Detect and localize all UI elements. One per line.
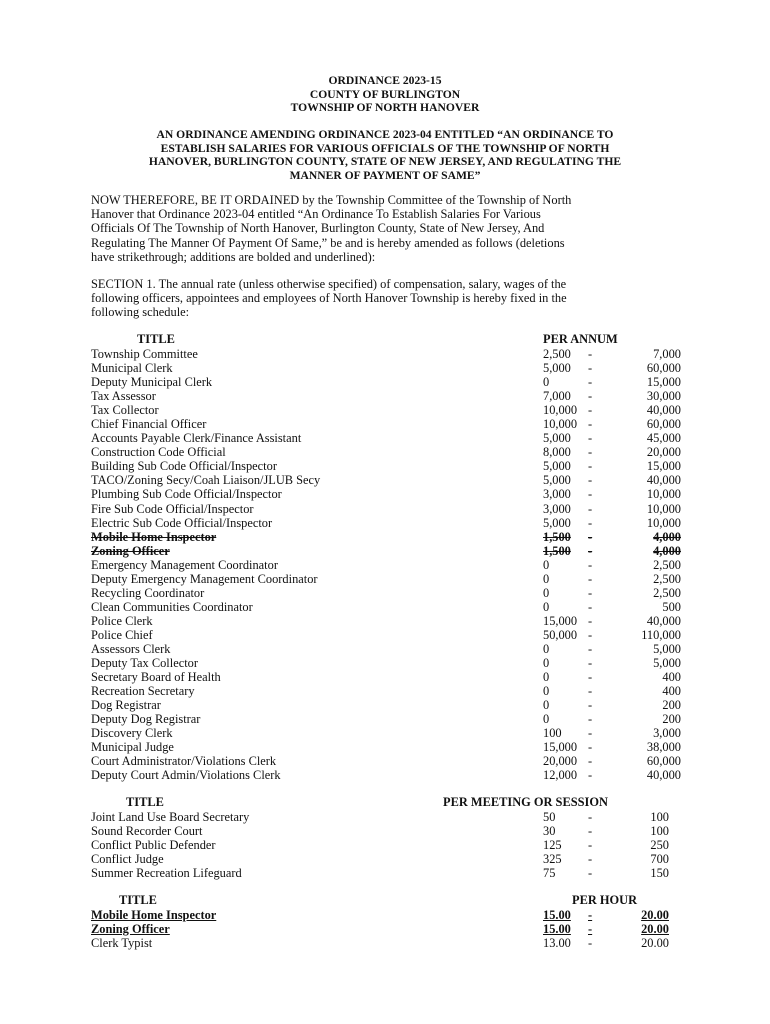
row-title: Township Committee	[91, 347, 198, 361]
row-high-value: 38,000	[646, 740, 681, 755]
township-name: TOWNSHIP OF NORTH HANOVER	[290, 101, 480, 114]
row-low-value: 5,000	[543, 515, 571, 530]
row-title: Municipal Clerk	[91, 361, 173, 376]
row-low-value: 3,000	[543, 501, 571, 516]
row-high-value: 40,000	[646, 768, 681, 783]
section1-line: following officers, appointees and employees of North Hanover Township is hereby fixed in the	[91, 291, 567, 306]
subtitle-line: ESTABLISH SALARIES FOR VARIOUS OFFICIALS OF THE TOWNSHIP OF NORTH	[160, 141, 610, 155]
row-title: TACO/Zoning Secy/Coah Liaison/JLUB Secy	[91, 473, 321, 488]
subtitle-line: MANNER OF PAYMENT OF SAME”	[289, 168, 481, 182]
row-dash: -	[588, 922, 593, 937]
row-dash: -	[588, 712, 593, 727]
row-high-value: 40,000	[646, 403, 681, 418]
row-title: Clean Communities Coordinator	[91, 599, 253, 614]
row-dash: -	[588, 543, 593, 558]
row-high-value: 30,000	[646, 389, 681, 404]
subtitle-line: AN ORDINANCE AMENDING ORDINANCE 2023-04 ENTITLED “AN ORDINANCE TO	[156, 128, 614, 141]
row-dash: -	[588, 866, 593, 881]
row-title: Clerk Typist	[91, 936, 153, 951]
row-high-value: 60,000	[646, 754, 681, 769]
table-row	[91, 473, 681, 487]
row-dash: -	[588, 824, 593, 839]
per-hour-header	[91, 893, 681, 908]
row-dash: -	[588, 445, 593, 460]
row-high-value: 400	[662, 670, 681, 685]
table-row	[91, 852, 681, 866]
row-title: Court Administrator/Violations Clerk	[91, 754, 277, 769]
row-dash: -	[588, 389, 593, 404]
table-row	[91, 838, 681, 852]
title-column-header: TITLE	[119, 893, 157, 907]
table-row	[91, 670, 681, 684]
row-high-value: 10,000	[646, 501, 681, 516]
section1-line: following schedule:	[91, 305, 190, 320]
per-hour-table	[91, 893, 681, 950]
row-title: Fire Sub Code Official/Inspector	[91, 501, 254, 516]
table-row	[91, 417, 681, 431]
row-high-value: 250	[650, 838, 669, 853]
row-low-value: 2,500	[543, 347, 571, 361]
row-dash: -	[588, 627, 593, 642]
table-row	[91, 361, 681, 375]
row-dash: -	[588, 852, 593, 867]
row-low-value: 0	[543, 571, 550, 586]
table-row	[91, 726, 681, 740]
table-row	[91, 544, 681, 558]
row-title: Conflict Public Defender	[91, 838, 216, 853]
table-row	[91, 586, 681, 600]
row-title: Conflict Judge	[91, 852, 164, 867]
row-title: Plumbing Sub Code Official/Inspector	[91, 487, 282, 502]
per-meeting-rows	[91, 810, 681, 880]
row-low-value: 3,000	[543, 487, 571, 502]
row-low-value: 5,000	[543, 473, 571, 488]
row-dash: -	[588, 908, 593, 922]
row-dash: -	[588, 347, 593, 361]
row-title: Accounts Payable Clerk/Finance Assistant	[91, 431, 302, 446]
per-annum-rows	[91, 347, 681, 782]
row-low-value: 50	[543, 810, 556, 824]
row-dash: -	[588, 768, 593, 783]
table-row	[91, 389, 681, 403]
row-dash: -	[588, 613, 593, 628]
row-high-value: 100	[650, 810, 669, 824]
table-row	[91, 516, 681, 530]
row-low-value: 8,000	[543, 445, 571, 460]
row-dash: -	[588, 459, 593, 474]
row-dash: -	[588, 838, 593, 853]
row-dash: -	[588, 599, 593, 614]
row-high-value: 5,000	[653, 641, 681, 656]
row-dash: -	[588, 585, 593, 600]
row-high-value: 400	[662, 684, 681, 699]
per-annum-header	[91, 332, 681, 347]
table-row	[91, 698, 681, 712]
row-high-value: 40,000	[646, 473, 681, 488]
row-title: Police Chief	[91, 627, 153, 642]
table-row	[91, 431, 681, 445]
row-low-value: 0	[543, 656, 550, 671]
row-high-value: 2,500	[653, 571, 681, 586]
row-title: Deputy Tax Collector	[91, 656, 198, 671]
row-title: Electric Sub Code Official/Inspector	[91, 515, 273, 530]
row-title: Construction Code Official	[91, 445, 226, 460]
table-row	[91, 740, 681, 754]
county-name: COUNTY OF BURLINGTON	[309, 87, 461, 101]
row-high-value: 10,000	[646, 487, 681, 502]
table-row	[91, 936, 681, 950]
row-title: Deputy Dog Registrar	[91, 712, 201, 727]
row-high-value: 40,000	[646, 613, 681, 628]
row-high-value: 4,000	[653, 543, 681, 558]
row-high-value: 15,000	[646, 459, 681, 474]
row-title: Deputy Emergency Management Coordinator	[91, 571, 318, 586]
table-row	[91, 642, 681, 656]
per-meeting-table	[91, 795, 681, 880]
row-dash: -	[588, 375, 593, 390]
row-title: Recreation Secretary	[91, 684, 195, 699]
row-low-value: 0	[543, 670, 550, 685]
row-low-value: 15,000	[543, 613, 578, 628]
row-dash: -	[588, 431, 593, 446]
title-column-header: TITLE	[137, 332, 175, 346]
table-row	[91, 908, 681, 922]
row-dash: -	[588, 501, 593, 516]
row-title: Deputy Court Admin/Violations Clerk	[91, 768, 281, 783]
row-title: Secretary Board of Health	[91, 670, 221, 685]
row-high-value: 100	[650, 824, 669, 839]
intro-paragraph	[91, 193, 691, 264]
row-title: Zoning Officer	[91, 543, 170, 558]
table-row	[91, 347, 681, 361]
table-row	[91, 600, 681, 614]
table-row	[91, 712, 681, 726]
row-low-value: 13.00	[543, 936, 571, 951]
per-annum-column-header: PER ANNUM	[543, 332, 618, 346]
section1-paragraph	[91, 277, 691, 320]
row-low-value: 5,000	[543, 361, 571, 376]
per-meeting-column-header: PER MEETING OR SESSION	[443, 795, 608, 809]
row-low-value: 50,000	[543, 627, 578, 642]
row-dash: -	[588, 473, 593, 488]
table-row	[91, 656, 681, 670]
ordinance-subtitle	[0, 128, 770, 182]
row-dash: -	[588, 641, 593, 656]
row-high-value: 20,000	[646, 445, 681, 460]
table-row	[91, 445, 681, 459]
row-dash: -	[588, 810, 593, 824]
row-dash: -	[588, 417, 593, 432]
ordinance-number: ORDINANCE 2023-15	[328, 74, 442, 87]
table-row	[91, 810, 681, 824]
row-dash: -	[588, 936, 593, 951]
row-dash: -	[588, 670, 593, 685]
table-row	[91, 684, 681, 698]
row-dash: -	[588, 754, 593, 769]
row-high-value: 20.00	[641, 936, 669, 951]
row-title: Deputy Municipal Clerk	[91, 375, 213, 390]
row-dash: -	[588, 557, 593, 572]
row-title: Building Sub Code Official/Inspector	[91, 459, 277, 474]
row-low-value: 0	[543, 712, 550, 727]
row-title: Joint Land Use Board Secretary	[91, 810, 250, 824]
row-dash: -	[588, 571, 593, 586]
row-dash: -	[588, 726, 593, 741]
row-high-value: 4,000	[653, 529, 681, 544]
row-low-value: 10,000	[543, 403, 578, 418]
table-row	[91, 459, 681, 473]
row-title: Municipal Judge	[91, 740, 174, 755]
table-row	[91, 614, 681, 628]
row-high-value: 110,000	[641, 627, 681, 642]
row-low-value: 0	[543, 698, 550, 713]
row-low-value: 1,500	[543, 543, 571, 558]
row-high-value: 2,500	[653, 585, 681, 600]
table-row	[91, 628, 681, 642]
intro-line: NOW THEREFORE, BE IT ORDAINED by the Township Committee of the Township of North	[91, 193, 572, 207]
row-dash: -	[588, 361, 593, 376]
row-dash: -	[588, 403, 593, 418]
row-low-value: 0	[543, 375, 550, 390]
table-row	[91, 558, 681, 572]
row-high-value: 700	[650, 852, 669, 867]
row-title: Recycling Coordinator	[91, 585, 205, 600]
row-title: Discovery Clerk	[91, 726, 173, 741]
intro-line: Regulating The Manner Of Payment Of Same,” be and is hereby amended as follows (deletions	[91, 235, 565, 250]
row-low-value: 125	[543, 838, 562, 853]
row-low-value: 15.00	[543, 908, 571, 922]
row-title: Police Clerk	[91, 613, 153, 628]
title-column-header: TITLE	[126, 795, 164, 809]
section1-line: SECTION 1. The annual rate (unless otherwise specified) of compensation, salary, wages of the	[91, 277, 567, 291]
intro-line: Officials Of The Township of North Hanover, Burlington County, State of New Jersey, And	[91, 221, 545, 236]
table-row	[91, 866, 681, 880]
row-dash: -	[588, 656, 593, 671]
intro-line: Hanover that Ordinance 2023-04 entitled “An Ordinance To Establish Salaries For Various	[91, 207, 541, 222]
row-high-value: 10,000	[646, 515, 681, 530]
table-row	[91, 502, 681, 516]
row-title: Chief Financial Officer	[91, 417, 207, 432]
row-low-value: 7,000	[543, 389, 571, 404]
row-dash: -	[588, 515, 593, 530]
row-high-value: 200	[662, 712, 681, 727]
row-high-value: 60,000	[646, 361, 681, 376]
row-high-value: 7,000	[653, 347, 681, 361]
row-low-value: 20,000	[543, 754, 578, 769]
row-high-value: 500	[662, 599, 681, 614]
row-title: Tax Collector	[91, 403, 159, 418]
per-hour-column-header: PER HOUR	[572, 893, 638, 907]
row-low-value: 1,500	[543, 529, 571, 544]
table-row	[91, 375, 681, 389]
row-low-value: 0	[543, 585, 550, 600]
table-row	[91, 922, 681, 936]
table-row	[91, 530, 681, 544]
row-dash: -	[588, 740, 593, 755]
table-row	[91, 824, 681, 838]
row-high-value: 15,000	[646, 375, 681, 390]
row-low-value: 0	[543, 641, 550, 656]
row-low-value: 75	[543, 866, 556, 881]
row-high-value: 60,000	[646, 417, 681, 432]
row-low-value: 5,000	[543, 431, 571, 446]
row-high-value: 3,000	[653, 726, 681, 741]
row-title: Emergency Management Coordinator	[91, 557, 278, 572]
row-low-value: 15,000	[543, 740, 578, 755]
table-row	[91, 572, 681, 586]
row-dash: -	[588, 487, 593, 502]
per-annum-table	[91, 332, 681, 782]
row-dash: -	[588, 684, 593, 699]
row-high-value: 2,500	[653, 557, 681, 572]
row-low-value: 325	[543, 852, 562, 867]
per-meeting-header	[91, 795, 681, 810]
row-high-value: 20.00	[641, 908, 669, 922]
row-dash: -	[588, 529, 593, 544]
row-title: Mobile Home Inspector	[91, 529, 217, 544]
row-low-value: 100	[543, 726, 562, 741]
table-row	[91, 768, 681, 782]
row-low-value: 15.00	[543, 922, 571, 937]
row-low-value: 0	[543, 684, 550, 699]
row-title: Mobile Home Inspector	[91, 908, 217, 922]
table-row	[91, 754, 681, 768]
row-high-value: 150	[650, 866, 669, 881]
row-title: Assessors Clerk	[91, 641, 171, 656]
row-dash: -	[588, 698, 593, 713]
row-low-value: 12,000	[543, 768, 578, 783]
table-row	[91, 487, 681, 501]
row-title: Tax Assessor	[91, 389, 156, 404]
intro-line: have strikethrough; additions are bolded and underlined):	[91, 249, 376, 264]
table-row	[91, 403, 681, 417]
row-high-value: 20.00	[641, 922, 669, 937]
row-title: Summer Recreation Lifeguard	[91, 866, 242, 881]
row-low-value: 0	[543, 599, 550, 614]
row-title: Sound Recorder Court	[91, 824, 203, 839]
row-low-value: 0	[543, 557, 550, 572]
ordinance-header	[0, 74, 770, 115]
subtitle-line: HANOVER, BURLINGTON COUNTY, STATE OF NEW JERSEY, AND REGULATING THE	[148, 155, 622, 168]
row-low-value: 30	[543, 824, 556, 839]
row-low-value: 5,000	[543, 459, 571, 474]
row-title: Zoning Officer	[91, 922, 170, 937]
row-high-value: 5,000	[653, 656, 681, 671]
row-high-value: 45,000	[646, 431, 681, 446]
row-low-value: 10,000	[543, 417, 578, 432]
row-high-value: 200	[662, 698, 681, 713]
per-hour-rows	[91, 908, 681, 950]
row-title: Dog Registrar	[91, 698, 161, 713]
